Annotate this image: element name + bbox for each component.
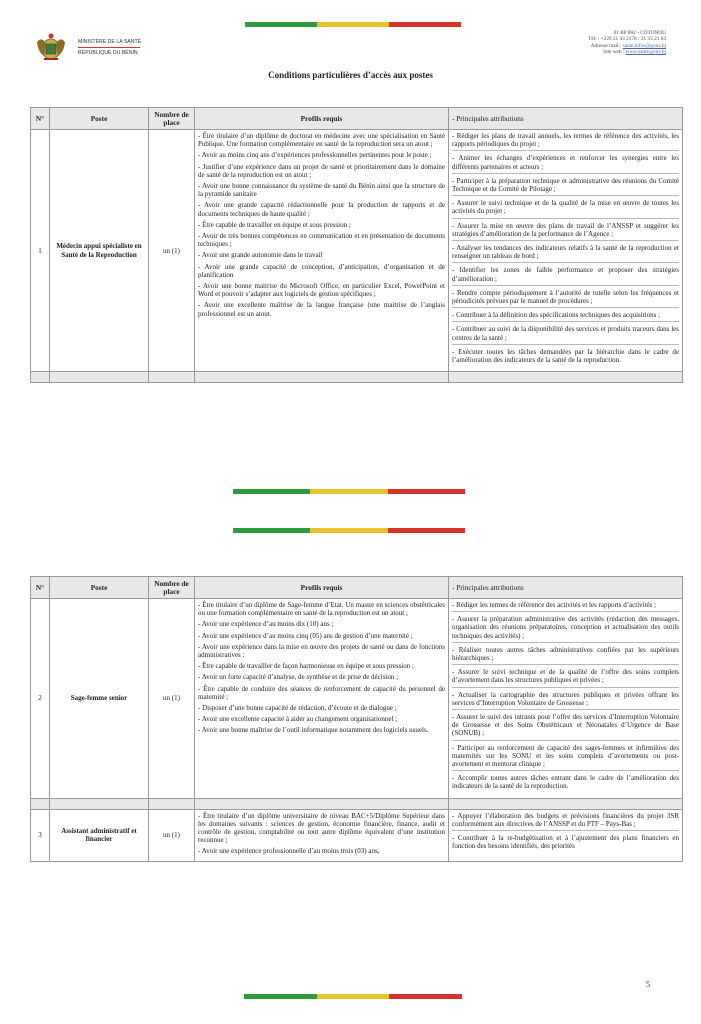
row-number: 2 xyxy=(31,599,50,799)
positions-table-page1 xyxy=(30,107,683,383)
header-attributions: - Principales attributions xyxy=(449,108,683,130)
email-line: Adresse mail : sante.infos@gouv.bj xyxy=(590,42,666,49)
row-poste: Sage-femme senior xyxy=(50,599,149,799)
row-profils xyxy=(195,809,449,861)
ministry-divider xyxy=(78,47,140,48)
attribution-item: - Assurer le suivi technique et de la qualité de la mise en œuvre de toutes les activités du projet ; xyxy=(452,199,679,218)
profil-item: - Avoir une grande capacité rédactionnelle pour la production de rapports et de documents techniques de haute qualité ; xyxy=(198,201,445,218)
table-header-row xyxy=(31,577,683,599)
flag-bar-page2-bottom xyxy=(244,994,462,999)
row-places: un (1) xyxy=(149,130,195,372)
table-header-row xyxy=(31,108,683,130)
row-attributions xyxy=(449,130,683,372)
attribution-item: - Contribuer au suivi de la disponibilité des services et produits traceurs dans les centres de la santé ; xyxy=(452,325,679,344)
attribution-item: - Analyser les tendances des indicateurs relatifs à la santé de la reproduction et renseigner un tableau de bord ; xyxy=(452,244,679,263)
profil-item: - Avoir une expérience dans la mise en œuvre des projets de santé ou dans de fonctions administratives ; xyxy=(198,642,445,660)
profil-item: - Disposer d’une bonne capacité de rédaction, d’écoute et de dialogue ; xyxy=(198,704,397,713)
row-places: un (1) xyxy=(149,599,195,799)
attribution-item: - Identifier les zones de faible performance et proposer des stratégies d’amélioration ; xyxy=(452,266,679,285)
flag-bar-top xyxy=(245,22,461,27)
attribution-item: - Assurer la mise en œuvre des plans de travail de l’ANSSP et suggérer les stratégies d’amélioration de la performance de l’Agence ; xyxy=(452,222,679,241)
attribution-item: - Contribuer à la re-budgétisation et à l’ajustement des plans financiers en fonction des besoins identifiés, des priorités xyxy=(452,834,679,851)
profil-item: - Avoir une grande autonomie dans le travail xyxy=(198,251,323,260)
email-link[interactable]: sante.infos@gouv.bj xyxy=(622,42,666,49)
country-name: RÉPUBLIQUE DU BÉNIN xyxy=(78,50,138,56)
ministry-block xyxy=(78,38,141,57)
letterhead xyxy=(30,28,672,68)
page-number: 5 xyxy=(646,980,650,989)
table-separator-row xyxy=(31,798,683,809)
profil-item: - Être titulaire d’un diplôme universitaire de niveau BAC+5/Diplôme Supérieur dans les domaines suivants : sciences de gestion, économie financière, finance, audit et contrôle de gestion, comptabilité ou tout autre diplôme équivalent d’une institution reconnue ; xyxy=(198,811,445,845)
header-profils: Profils requis xyxy=(195,577,449,599)
website-line: Site web : www.sante.gouv.bj xyxy=(603,49,666,56)
flag-bar-page1-bottom xyxy=(233,489,465,494)
phone-numbers: Tél. : +229 21 33 2178 / 21 33 21 63 xyxy=(588,36,666,43)
header-poste: Poste xyxy=(50,577,149,599)
profil-item: - Avoir une bonne maitrise du Microsoft Office, en particulier Excel, PowerPoint et Word et pouvoir s’adapter aux logiciels de gestion spécifiques ; xyxy=(198,282,445,299)
attribution-item: - Participer au renforcement de capacité des sages-femmes et infirmières des maternités sur les SONU et les soins complets d’avortements ou post-avortement et mentorat clinique ; xyxy=(452,744,679,772)
profil-item: - Avoir une bonne maîtrise de l’outil informatique notamment des logiciels usuels. xyxy=(198,726,429,735)
flag-bar-page2-top xyxy=(233,528,465,533)
row-poste: Assistant administratif et financier xyxy=(50,809,149,861)
profil-item: - Avoir une grande capacité de conception, d’anticipation, d’organisation et de planification xyxy=(198,262,445,279)
attribution-item: - Contribuer à la définition des spécifications techniques des acquisitions ; xyxy=(452,311,679,322)
table-row xyxy=(31,809,683,861)
attribution-item: - Appuyer l’élaboration des budgets et prévisions financières du projet 3SR conformément aux directives de l’ANSSP et du PTF – Pays-Bas ; xyxy=(452,812,679,831)
row-profils xyxy=(195,599,449,799)
header-profils: Profils requis xyxy=(195,108,449,130)
profil-item: - Être capable de travailler de façon harmonieuse en équipe et sous pression ; xyxy=(198,662,414,671)
attribution-item: - Animer les échanges d’expériences et renforcer les synergies entre les différents partenaires et acteurs ; xyxy=(452,154,679,173)
attribution-item: - Réaliser toutes autres tâches administratives confiées par les supérieurs hiérarchiques ; xyxy=(452,646,679,665)
header-num: N° xyxy=(31,577,50,599)
attribution-item: - Accomplir toutes autres tâches entrant dans le cadre de l’amélioration des indicateurs de la santé de la reproduction. xyxy=(452,774,679,791)
profil-item: - Être titulaire d’un diplôme de doctorat en médecine avec une spécialisation en Santé Publique. Une formation complémentaire en santé de la reproduction sera un atout ; xyxy=(198,132,445,149)
attribution-item: - Assurer le suivi des intrants pour l’offre des services d’Interruption Volontaire de Grossesse et des Soins Obstétricaux et Néonatales d’Urgence de Base (SONUB) ; xyxy=(452,713,679,741)
attribution-item: - Rendre compte périodiquement à l’autorité de tutelle selon les fréquences et périodicités prévues par le manuel de procédures ; xyxy=(452,289,679,308)
table-separator-row xyxy=(31,372,683,383)
header-poste: Poste xyxy=(50,108,149,130)
benin-coat-of-arms-icon xyxy=(34,32,68,62)
row-attributions xyxy=(449,599,683,799)
header-places: Nombre de place xyxy=(149,108,195,130)
profil-item: - Avoir une expérience professionnelle d’au moins trois (03) ans, xyxy=(198,847,380,856)
profil-item: - Avoir au moins cinq ans d’expériences professionnelles pertinentes pour le poste ; xyxy=(198,151,432,160)
row-number: 1 xyxy=(31,130,50,372)
attribution-item: - Assurer le suivi technique et de la qualité de l’offre des soins complets d’avortement dans les structures publiques et privées ; xyxy=(452,668,679,687)
header-num: N° xyxy=(31,108,50,130)
table-row xyxy=(31,599,683,799)
attribution-item: - Assurer la préparation administrative des activités (rédaction des messages, organisation des réunions préparatoires, conception et actualisation des outils techniques des activités) ; xyxy=(452,615,679,643)
page-title: Conditions particulières d’accès aux postes xyxy=(268,70,433,80)
row-profils xyxy=(195,130,449,372)
profil-item: - Avoir de très bonnes compétences en communication et en présentation de documents techniques ; xyxy=(198,232,445,249)
row-number: 3 xyxy=(31,809,50,861)
profil-item: - Justifier d’une expérience dans un projet de santé et prioritairement dans le domaine de santé de la reproduction est un atout ; xyxy=(198,162,445,179)
row-poste: Médecin appui spécialiste en Santé de la Reproduction xyxy=(50,130,149,372)
contact-block xyxy=(588,30,666,56)
profil-item: - Être titulaire d’un diplôme de Sage-femme d’Etat. Un master en sciences obstétricales ou une formation complémentaire en santé de la reproduction est un atout ; xyxy=(198,601,445,618)
postal-address: 01 BP 882 - COTONOU xyxy=(613,30,666,36)
website-link[interactable]: www.sante.gouv.bj xyxy=(625,49,666,56)
header-attributions: - Principales attributions xyxy=(449,577,683,599)
header-places: Nombre de place xyxy=(149,577,195,599)
ministry-name: MINISTÈRE DE LA SANTÉ xyxy=(78,39,142,45)
attribution-item: - Actualiser la cartographie des structures publiques et privées offrant les services d’Interruption Volontaire de Grossesse ; xyxy=(452,691,679,710)
attribution-item: - Rédiger les plans de travail annuels, les termes de référence des activités, les rapports périodiques du projet ; xyxy=(452,132,679,151)
positions-table-page2 xyxy=(30,576,683,862)
profil-item: - Avoir une expérience d’au moins dix (10) ans ; xyxy=(198,620,334,629)
profil-item: - Avoir un forte capacité d’analyse, de synthèse et de prise de décision ; xyxy=(198,673,399,682)
profil-item: - Avoir une bonne connaissance du système de santé du Bénin ainsi que la structure de la pyramide sanitaire xyxy=(198,182,445,199)
row-places: un (1) xyxy=(149,809,195,861)
profil-item: - Avoir une excellente maîtrise de la langue française (une maitrise de l’anglais professionnel est un atout. xyxy=(198,301,445,318)
profil-item: - Avoir une excellente capacité à aider au changement organisationnel ; xyxy=(198,715,398,724)
table-row xyxy=(31,130,683,372)
profil-item: - Être capable de travailler en équipe et sous pression ; xyxy=(198,220,351,229)
attribution-item: - Exécuter toutes les tâches demandées par la hiérarchie dans le cadre de l’amélioration des indicateurs de la santé de la reproduction. xyxy=(452,347,679,365)
row-attributions xyxy=(449,809,683,861)
profil-item: - Avoir une expérience d’au moins cinq (05) ans de gestion d’une maternité ; xyxy=(198,631,413,640)
attribution-item: - Rédiger les termes de référence des activités et les rapports d’activités ; xyxy=(452,601,679,612)
attribution-item: - Participer à la préparation technique et administrative des réunions du Comité Technique et du Comité de Pilotage ; xyxy=(452,177,679,196)
profil-item: - Être capable de conduire des séances de renforcement de capacité du personnel de maternité ; xyxy=(198,684,445,701)
